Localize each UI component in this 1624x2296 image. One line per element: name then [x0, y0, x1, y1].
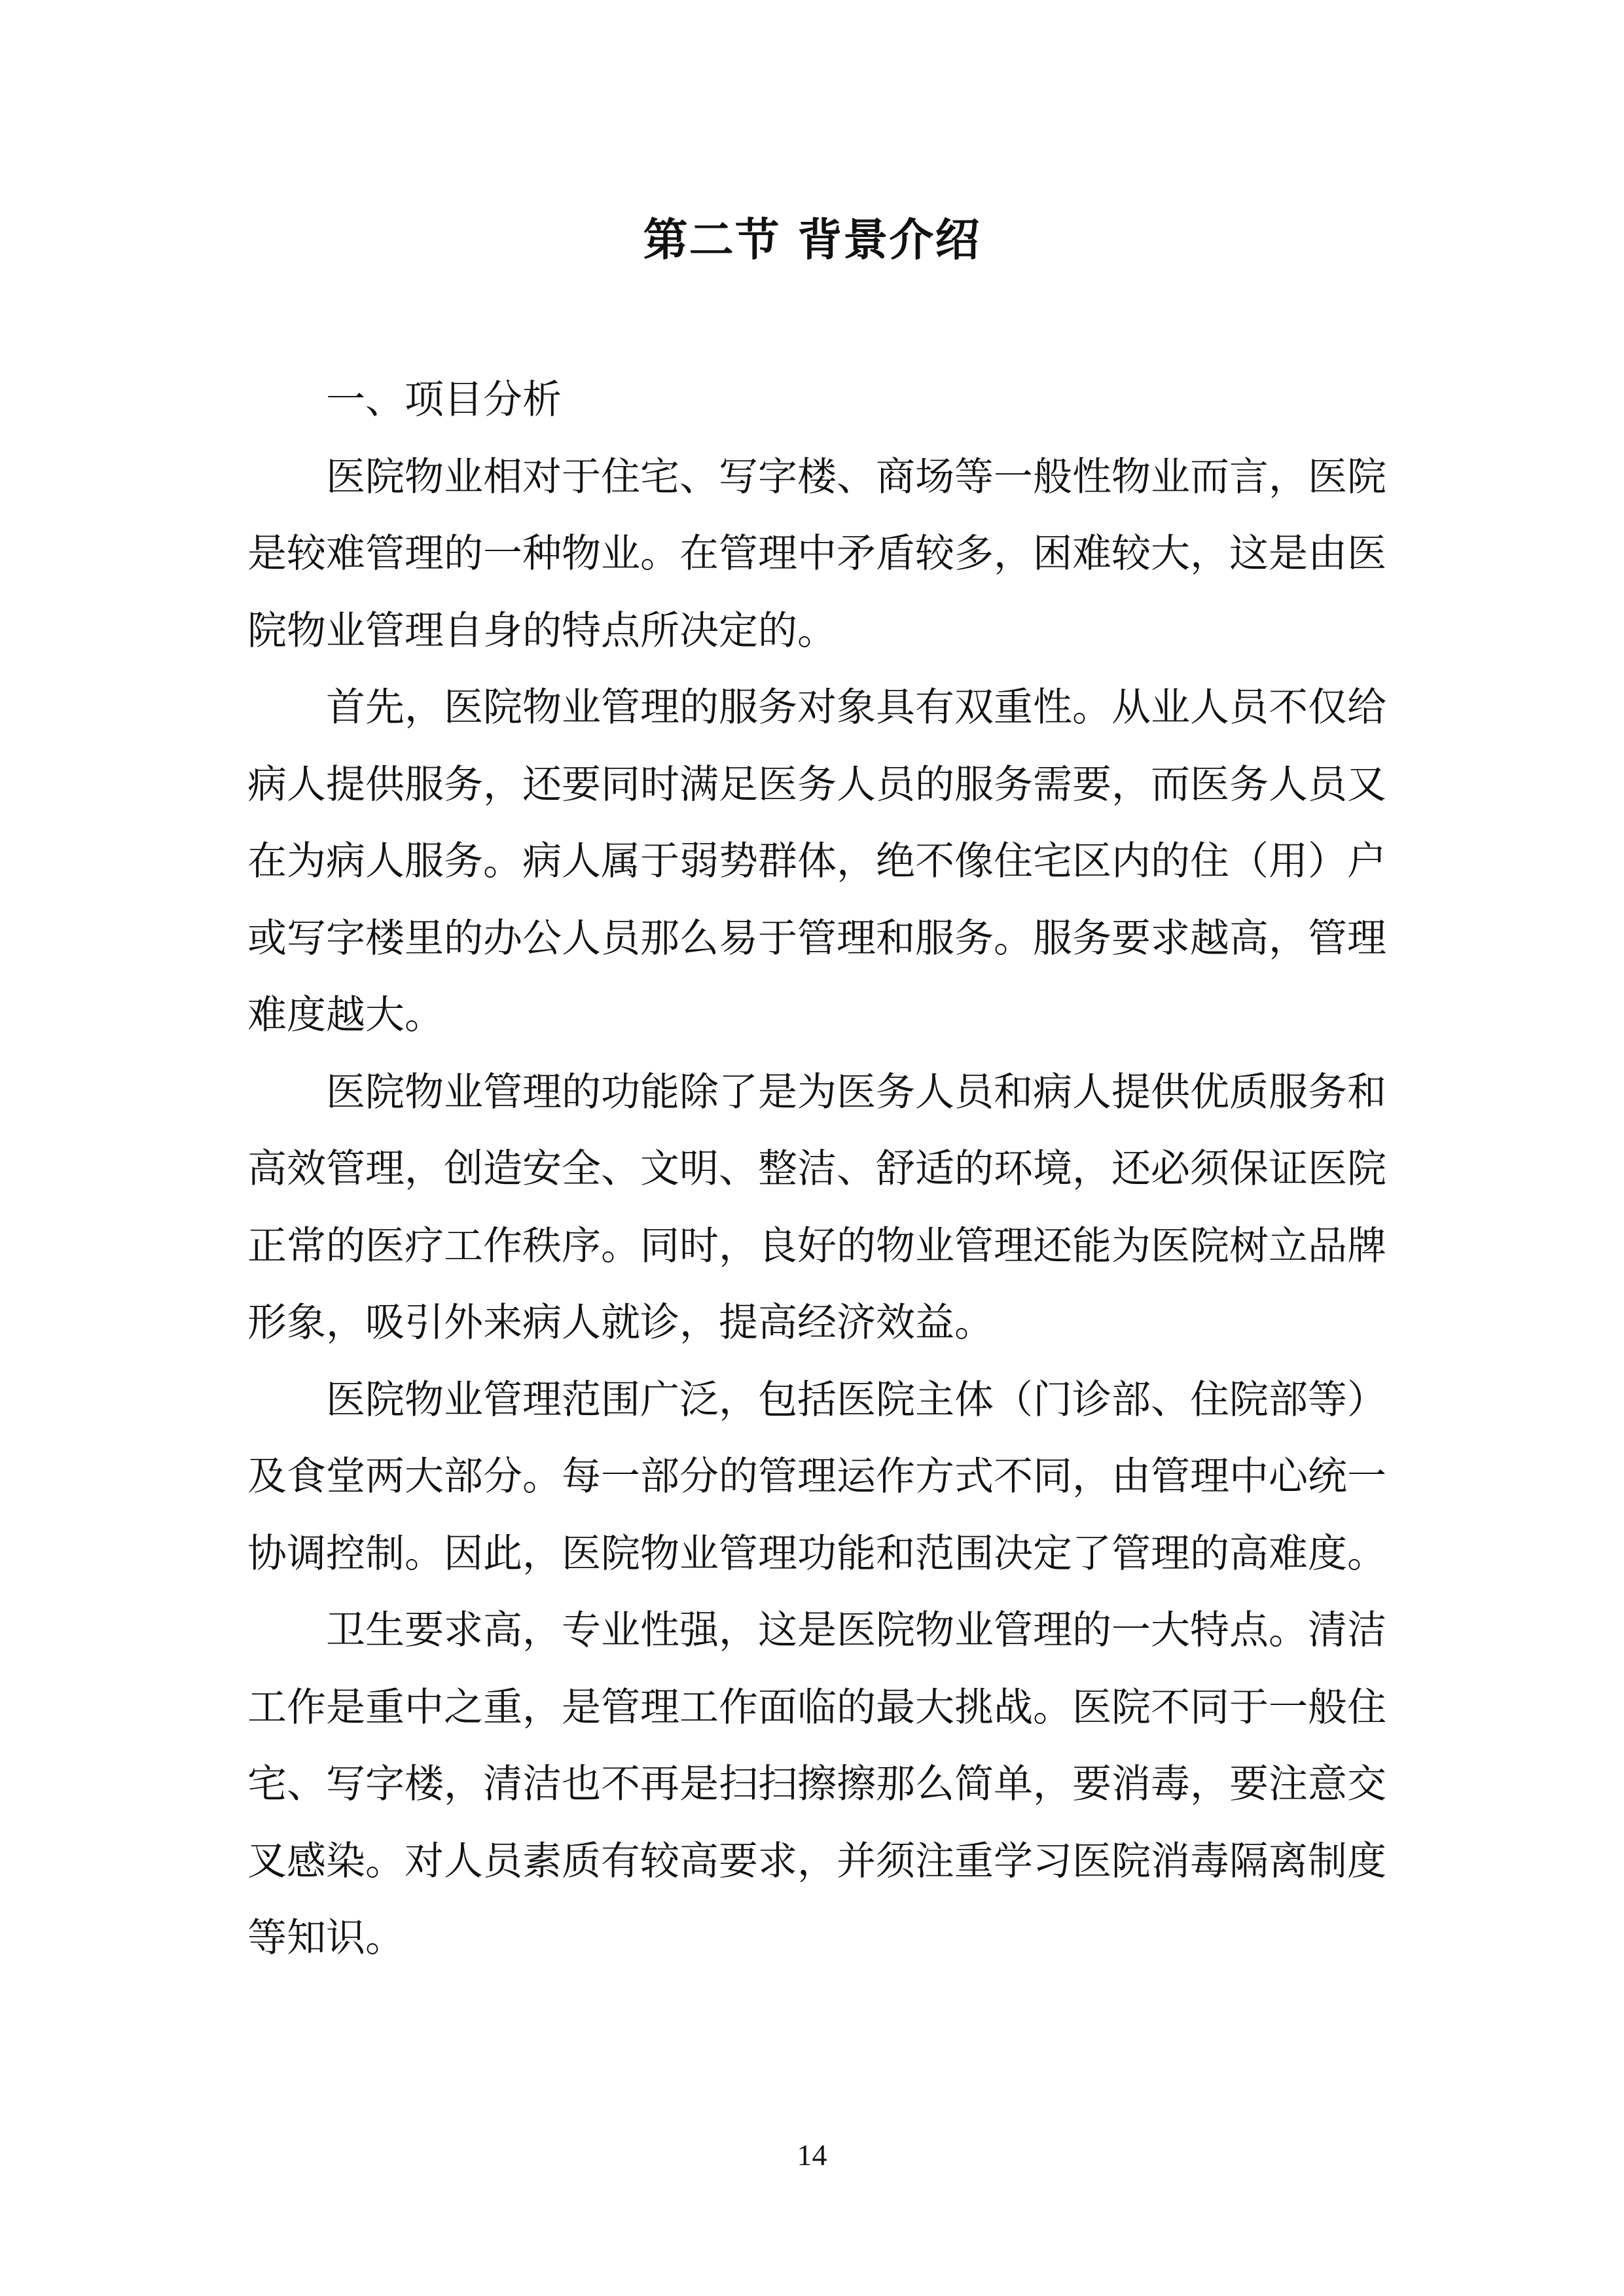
section-title: 第二节 背景介绍 — [643, 215, 981, 266]
body-text — [247, 362, 1386, 1977]
page-number: 14 — [797, 2138, 827, 2172]
subsection-heading: 一、项目分析 — [326, 377, 562, 423]
paragraph-1: 医院物业相对于住宅、写字楼、商场等一般性物业而言，医院是较难管理的一种物业。在管理中矛盾较多，困难较大，这是由医院物业管理自身的特点所决定的。 — [247, 454, 1386, 654]
paragraph-2: 首先，医院物业管理的服务对象具有双重性。从业人员不仅给病人提供服务，还要同时满足医务人员的服务需要，而医务人员又在为病人服务。病人属于弱势群体，绝不像住宅区内的住（用）户或写字楼里的办公人员那么易于管理和服务。服务要求越高，管理难度越大。 — [247, 685, 1386, 1038]
paragraph-4: 医院物业管理范围广泛，包括医院主体（门诊部、住院部等）及食堂两大部分。每一部分的管理运作方式不同，由管理中心统一协调控制。因此，医院物业管理功能和范围决定了管理的高难度。 — [247, 1376, 1386, 1577]
paragraph-5: 卫生要求高，专业性强，这是医院物业管理的一大特点。清洁工作是重中之重，是管理工作面临的最大挑战。医院不同于一般住宅、写字楼，清洁也不再是扫扫擦擦那么简单，要消毒，要注意交叉感染。对人员素质有较高要求，并须注重学习医院消毒隔离制度等知识。 — [247, 1607, 1386, 1961]
paragraph-3: 医院物业管理的功能除了是为医务人员和病人提供优质服务和高效管理，创造安全、文明、整洁、舒适的环境，还必须保证医院正常的医疗工作秩序。同时，良好的物业管理还能为医院树立品牌形象，吸引外来病人就诊，提高经济效益。 — [247, 1069, 1386, 1346]
